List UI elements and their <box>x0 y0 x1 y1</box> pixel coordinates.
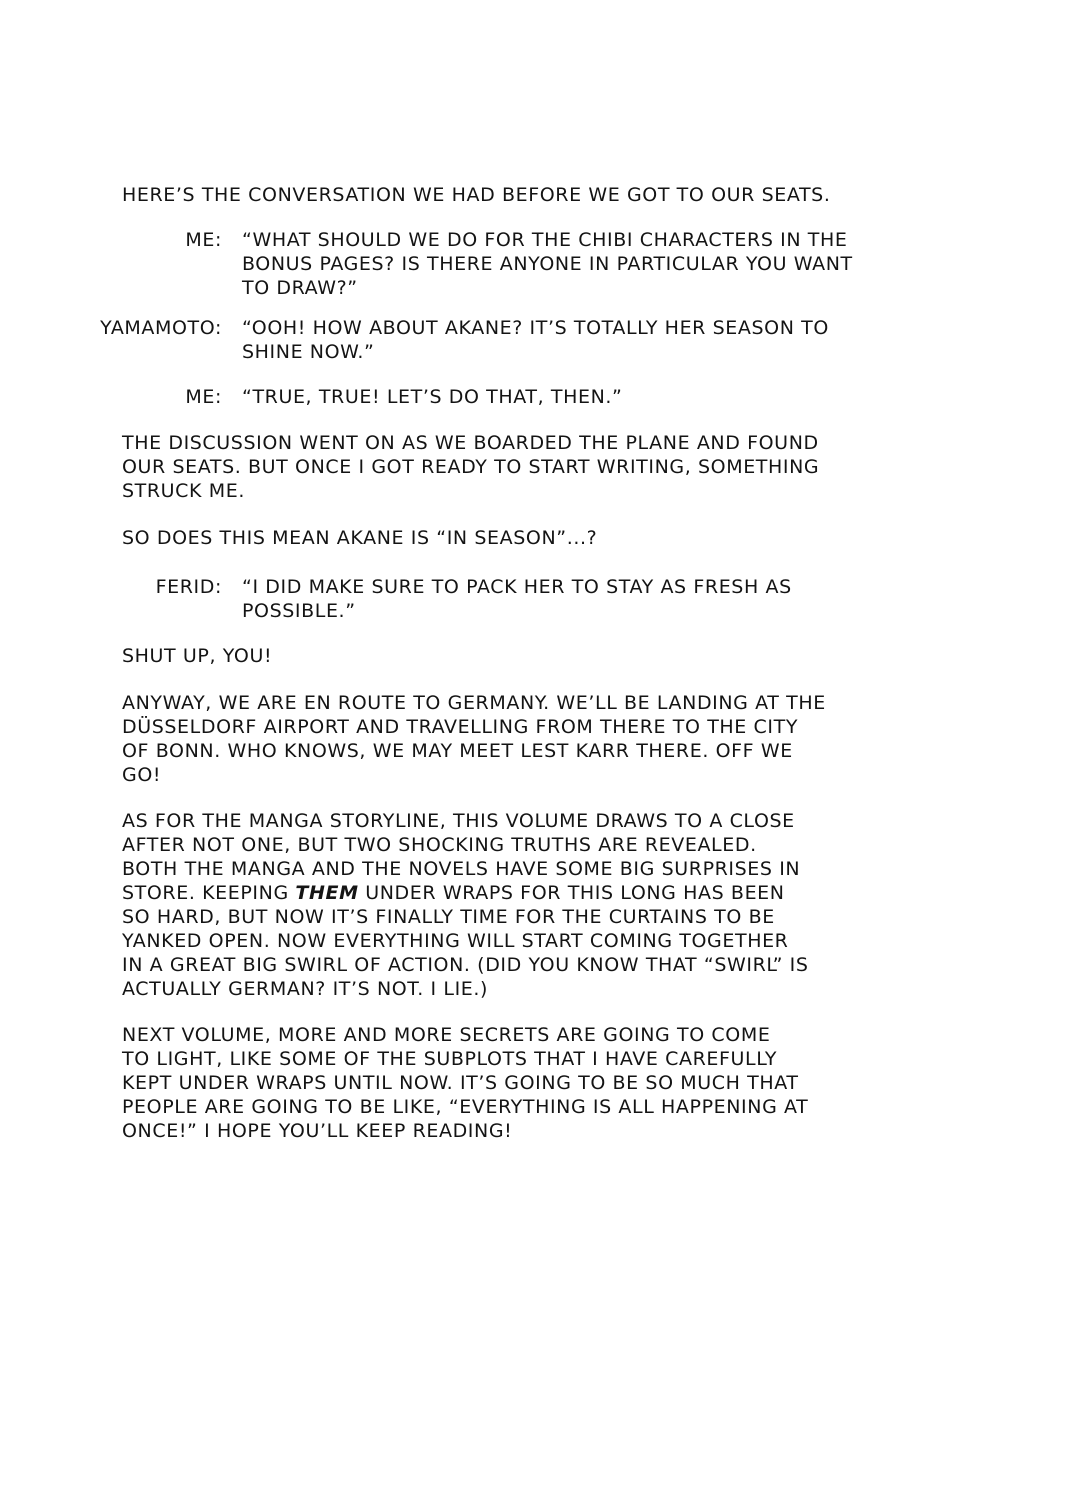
text-line: SHUT UP, YOU! <box>122 645 273 667</box>
speech-text <box>242 228 982 300</box>
text-line: KEPT UNDER WRAPS UNTIL NOW. IT’S GOING TO BE SO MUCH THAT <box>122 1072 799 1094</box>
text-line: TO DRAW?” <box>242 277 358 299</box>
text-line: BONUS PAGES? IS THERE ANYONE IN PARTICULAR YOU WANT <box>242 253 853 275</box>
discussion-paragraph <box>122 431 952 503</box>
text-line: BOTH THE MANGA AND THE NOVELS HAVE SOME BIG SURPRISES IN <box>122 858 801 880</box>
speaker-label: YAMAMOTO: <box>100 317 222 339</box>
text-line <box>122 881 952 905</box>
text-line: ANYWAY, WE ARE EN ROUTE TO GERMANY. WE’LL BE LANDING AT THE <box>122 692 826 714</box>
text-line: DÜSSELDORF AIRPORT AND TRAVELLING FROM THERE TO THE CITY <box>122 716 799 738</box>
season-paragraph <box>122 526 952 550</box>
text-line: SHINE NOW.” <box>242 341 375 363</box>
speaker-label: ME: <box>185 229 222 251</box>
speech-text <box>242 316 982 364</box>
dialogue-entry <box>0 575 1067 623</box>
text-line: SO DOES THIS MEAN AKANE IS “IN SEASON”...? <box>122 527 598 549</box>
text-line: TO LIGHT, LIKE SOME OF THE SUBPLOTS THAT I HAVE CAREFULLY <box>122 1048 778 1070</box>
speech-text <box>242 385 982 409</box>
text-line: POSSIBLE.” <box>242 600 356 622</box>
next-volume-paragraph <box>122 1023 952 1143</box>
text-line: SO HARD, BUT NOW IT’S FINALLY TIME FOR THE CURTAINS TO BE <box>122 906 775 928</box>
intro-paragraph <box>122 183 952 207</box>
text-line: STRUCK ME. <box>122 480 245 502</box>
emphasis-text: THEM <box>295 882 359 904</box>
speech-text <box>242 575 982 623</box>
text-line: GO! <box>122 764 162 786</box>
text-line: AS FOR THE MANGA STORYLINE, THIS VOLUME DRAWS TO A CLOSE <box>122 810 795 832</box>
text-line: ONCE!” I HOPE YOU’LL KEEP READING! <box>122 1120 513 1142</box>
text-line: “OOH! HOW ABOUT AKANE? IT’S TOTALLY HER SEASON TO <box>242 317 829 339</box>
text-line: OUR SEATS. BUT ONCE I GOT READY TO START WRITING, SOMETHING <box>122 456 820 478</box>
text-line: “WHAT SHOULD WE DO FOR THE CHIBI CHARACTERS IN THE <box>242 229 848 251</box>
text-line: THE DISCUSSION WENT ON AS WE BOARDED THE PLANE AND FOUND <box>122 432 819 454</box>
speaker-label: ME: <box>185 386 222 408</box>
text-line: “I DID MAKE SURE TO PACK HER TO STAY AS FRESH AS <box>242 576 792 598</box>
text-line: HERE’S THE CONVERSATION WE HAD BEFORE WE GOT TO OUR SEATS. <box>122 184 831 206</box>
text-line: PEOPLE ARE GOING TO BE LIKE, “EVERYTHING IS ALL HAPPENING AT <box>122 1096 809 1118</box>
text-line: NEXT VOLUME, MORE AND MORE SECRETS ARE GOING TO COME <box>122 1024 771 1046</box>
speaker-label: FERID: <box>155 576 222 598</box>
text-line: IN A GREAT BIG SWIRL OF ACTION. (DID YOU KNOW THAT “SWIRL” IS <box>122 954 809 976</box>
text-line: “TRUE, TRUE! LET’S DO THAT, THEN.” <box>242 386 623 408</box>
dialogue-entry <box>0 385 1067 409</box>
text-segment: UNDER WRAPS FOR THIS LONG HAS BEEN <box>358 882 785 904</box>
germany-paragraph <box>122 691 952 787</box>
manga-paragraph <box>122 809 952 1001</box>
dialogue-entry <box>0 316 1067 364</box>
text-line: ACTUALLY GERMAN? IT’S NOT. I LIE.) <box>122 978 489 1000</box>
text-segment: STORE. KEEPING <box>122 882 296 904</box>
text-line: OF BONN. WHO KNOWS, WE MAY MEET LEST KARR THERE. OFF WE <box>122 740 793 762</box>
text-line: AFTER NOT ONE, BUT TWO SHOCKING TRUTHS ARE REVEALED. <box>122 834 757 856</box>
text-line: YANKED OPEN. NOW EVERYTHING WILL START COMING TOGETHER <box>122 930 789 952</box>
dialogue-entry <box>0 228 1067 300</box>
shut-up-paragraph <box>122 644 952 668</box>
